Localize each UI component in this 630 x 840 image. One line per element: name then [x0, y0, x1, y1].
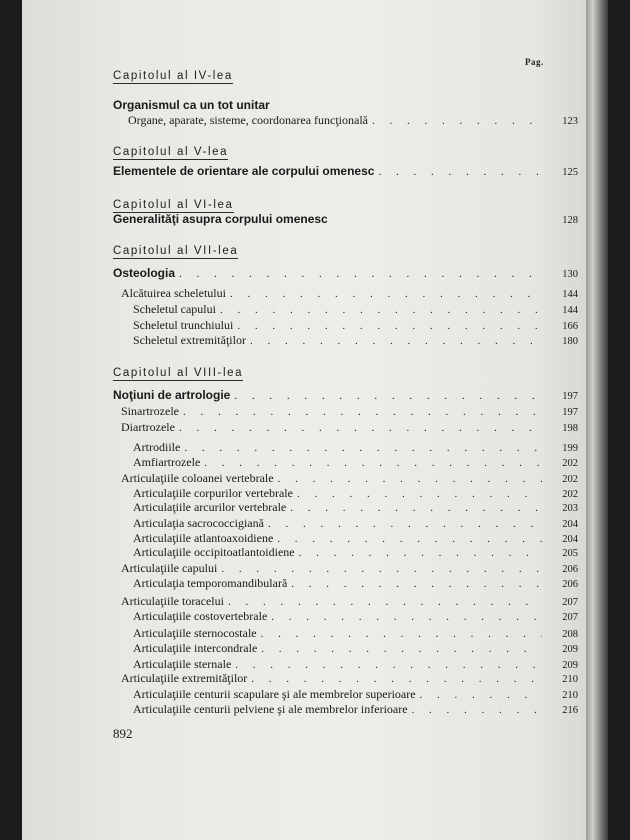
entry-page: 207 — [562, 612, 578, 623]
toc-entry — [133, 516, 578, 531]
entry-text: Elementele de orientare ale corpului omenesc — [113, 164, 375, 178]
entry-text: Articulaţiile capului — [121, 561, 218, 575]
leader-dots — [264, 518, 542, 530]
entry-text: Sinartrozele — [121, 404, 179, 418]
chapter-title: Organismul ca un tot unitar — [113, 98, 270, 112]
toc-entry — [133, 702, 578, 717]
entry-page: 128 — [562, 215, 578, 226]
toc-entry — [133, 500, 578, 515]
entry-text: Articulaţia temporomandibulară — [133, 576, 288, 590]
toc-entry — [121, 561, 578, 576]
leader-dots — [231, 659, 542, 671]
leader-dots — [293, 488, 542, 500]
entry-page: 180 — [562, 336, 578, 347]
leader-dots — [175, 422, 542, 434]
entry-page: 216 — [562, 705, 578, 716]
entry-text: Articulaţiile atlantoaxoidiene — [133, 531, 274, 545]
entry-text: Articulaţia sacrococcigiană — [133, 516, 264, 530]
toc-entry — [113, 388, 578, 402]
entry-text: Alcătuirea scheletului — [121, 286, 226, 300]
entry-page: 204 — [562, 534, 578, 545]
leader-dots — [416, 689, 542, 701]
toc-entry — [121, 594, 578, 609]
leader-dots — [180, 442, 542, 454]
entry-text: Articulaţiile occipitoatlantoidiene — [133, 545, 295, 559]
entry-page: 144 — [562, 289, 578, 300]
entry-page: 210 — [562, 674, 578, 685]
entry-text: Organe, aparate, sisteme, coordonarea funcţională — [128, 113, 368, 127]
toc-entry — [121, 404, 578, 419]
leader-dots — [295, 547, 542, 559]
toc-entry — [133, 531, 578, 546]
toc-entry — [133, 626, 578, 641]
toc-entry — [113, 212, 578, 226]
entry-page: 209 — [562, 660, 578, 671]
entry-page: 199 — [562, 443, 578, 454]
book-edge — [586, 0, 608, 840]
toc-entry — [121, 420, 578, 435]
toc-entry — [133, 333, 578, 348]
leader-dots — [273, 533, 542, 545]
toc-entry — [121, 286, 578, 301]
entry-text: Articulaţiile corpurilor vertebrale — [133, 486, 293, 500]
leader-dots — [224, 596, 542, 608]
leader-dots — [217, 563, 542, 575]
leader-dots — [257, 643, 542, 655]
entry-text: Amfiartrozele — [133, 455, 201, 469]
leader-dots — [368, 115, 542, 127]
entry-text: Scheletul capului — [133, 302, 216, 316]
toc-entry — [133, 302, 578, 317]
entry-page: 206 — [562, 564, 578, 575]
chapter-heading: Capitolul al VII-lea — [113, 245, 239, 257]
leader-dots — [286, 502, 542, 514]
chapter-heading: Capitolul al VIII-lea — [113, 367, 244, 379]
entry-text: Articulaţiile sternale — [133, 657, 232, 671]
entry-text: Articulaţiile centurii pelviene şi ale membrelor inferioare — [133, 702, 408, 716]
toc-entry — [133, 687, 578, 702]
entry-page: 208 — [562, 629, 578, 640]
leader-dots — [408, 704, 542, 716]
leader-dots — [216, 304, 542, 316]
chapter-heading: Capitolul al VI-lea — [113, 199, 234, 211]
entry-page: 198 — [562, 423, 578, 434]
entry-text: Articulaţiile arcurilor vertebrale — [133, 500, 287, 514]
entry-text: Artrodiile — [133, 440, 181, 454]
entry-page: 202 — [562, 474, 578, 485]
toc-entry — [133, 657, 578, 672]
entry-text: Generalităţi asupra corpului omenesc — [113, 212, 328, 226]
toc-entry — [133, 609, 578, 624]
chapter-heading: Capitolul al IV-lea — [113, 70, 233, 82]
entry-text: Articulaţiile coloanei vertebrale — [121, 471, 274, 485]
leader-dots — [287, 578, 542, 590]
chapter-heading: Capitolul al V-lea — [113, 146, 229, 158]
entry-page: 166 — [562, 321, 578, 332]
entry-page: 130 — [562, 269, 578, 280]
toc-entry — [133, 440, 578, 455]
toc-entry — [133, 318, 578, 333]
leader-dots — [267, 611, 542, 623]
entry-page: 202 — [562, 458, 578, 469]
entry-text: Articulaţiile centurii scapulare şi ale membrelor superioare — [133, 687, 416, 701]
entry-text: Articulaţiile costovertebrale — [133, 609, 268, 623]
toc-entry — [128, 113, 578, 128]
entry-page: 123 — [562, 116, 578, 127]
toc-entry — [113, 164, 578, 178]
leader-dots — [246, 335, 542, 347]
entry-page: 203 — [562, 503, 578, 514]
entry-text: Articulaţiile intercondrale — [133, 641, 258, 655]
toc-entry — [133, 455, 578, 470]
leader-dots — [374, 166, 542, 178]
leader-dots — [257, 628, 542, 640]
toc-entry — [121, 471, 578, 486]
entry-page: 144 — [562, 305, 578, 316]
entry-page: 207 — [562, 597, 578, 608]
entry-text: Articulaţiile extremităţilor — [121, 671, 248, 685]
entry-text: Articulaţiile toracelui — [121, 594, 224, 608]
leader-dots — [200, 457, 542, 469]
entry-page: 125 — [562, 167, 578, 178]
toc-entry — [121, 671, 578, 686]
entry-text: Scheletul trunchiului — [133, 318, 234, 332]
leader-dots — [233, 320, 542, 332]
leader-dots — [179, 406, 542, 418]
entry-text: Articulaţiile sternocostale — [133, 626, 257, 640]
leader-dots — [274, 473, 542, 485]
entry-page: 206 — [562, 579, 578, 590]
toc-entry — [133, 486, 578, 501]
page-column-label: Pag. — [525, 57, 544, 67]
entry-page: 209 — [562, 644, 578, 655]
leader-dots — [230, 390, 542, 402]
entry-page: 205 — [562, 548, 578, 559]
toc-entry — [133, 641, 578, 656]
entry-text: Diartrozele — [121, 420, 175, 434]
entry-text: Noţiuni de artrologie — [113, 388, 231, 402]
entry-page: 210 — [562, 690, 578, 701]
page-number: 892 — [113, 726, 133, 741]
entry-page: 197 — [562, 391, 578, 402]
entry-page: 202 — [562, 489, 578, 500]
toc-entry — [113, 266, 578, 280]
entry-page: 204 — [562, 519, 578, 530]
leader-dots — [175, 268, 542, 280]
entry-page: 197 — [562, 407, 578, 418]
document-page — [22, 0, 608, 840]
leader-dots — [247, 673, 542, 685]
toc-entry — [133, 545, 578, 560]
entry-text: Scheletul extremităţilor — [133, 333, 246, 347]
toc-entry — [133, 576, 578, 591]
leader-dots — [226, 288, 542, 300]
entry-text: Osteologia — [113, 266, 176, 280]
